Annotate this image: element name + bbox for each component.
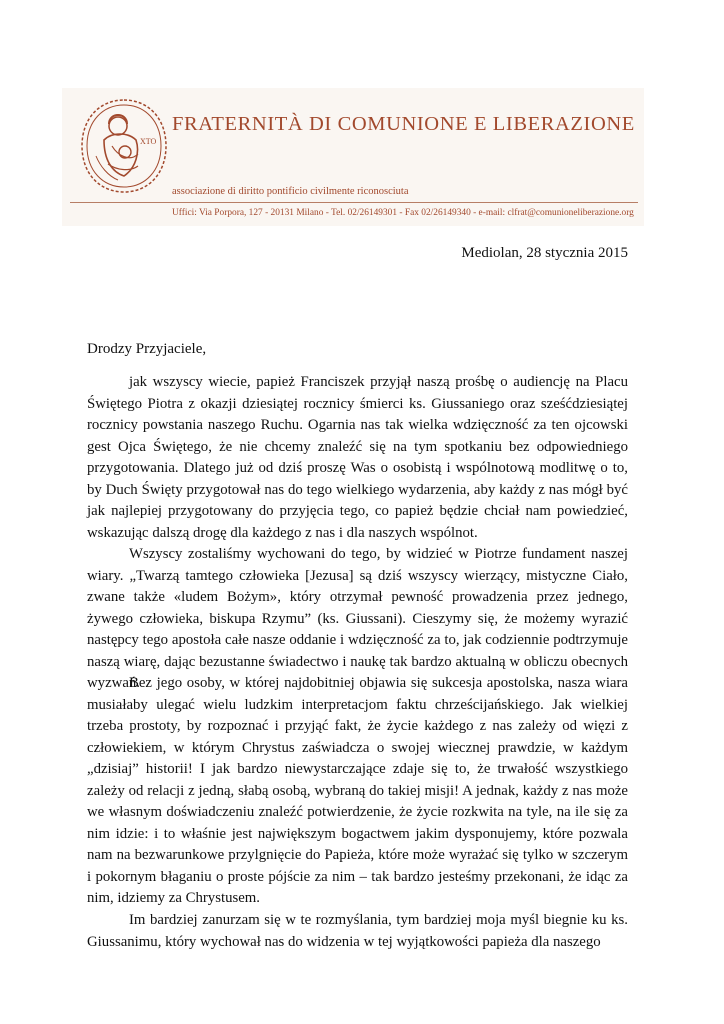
organization-name: FRATERNITÀ DI COMUNIONE E LIBERAZIONE xyxy=(172,113,635,135)
letter-paragraph: Wszyscy zostaliśmy wychowani do tego, by widzieć w Piotrze fundament naszej wiary. „Twarzą tamtego człowieka [Jezusa] są dziś wszyscy wierzący, mistyczne Ciało, zwane także «ludem Bożym», który otrzymał pewność prowadzenia przez jednego, żywego człowieka, biskupa Rzymu” (ks. Giussani). Cieszymy się, że możemy wyrazić następcy tego apostoła całe nasze oddanie i wdzięczność za to, jak codziennie podtrzymuje naszą wiarę, dając bezustanne świadectwo i naukę tak bardzo aktualną w obliczu obecnych wyzwań. xyxy=(87,546,628,691)
letter-salutation: Drodzy Przyjaciele, xyxy=(87,341,207,357)
letter-paragraph: jak wszyscy wiecie, papież Franciszek przyjął naszą prośbę o audiencję na Placu Świętego Piotra z okazji dziesiątej rocznicy śmierci ks. Giussaniego oraz sześćdziesiątej rocznicy powstania naszego Ruchu. Ogarnia nas tak wielka wdzięczność za ten ojcowski gest Ojca Świętego, że nie chcemy znaleźć się na tym spotkaniu bez odpowiedniego przygotowania. Dlatego już od dziś proszę Was o osobistą i wspólnotową modlitwę o to, by Duch Święty przygotował nas do tego wielkiego wydarzenia, aby każdy z nas mógł być jak najlepiej przygotowany do przyjęcia tego, co papież będzie chciał nam powiedzieć, wskazując dalszą drogę dla każdego z nas i dla naszych wspólnot. xyxy=(87,374,628,541)
letter-paragraph: Bez jego osoby, w której najdobitniej objawia się sukcesja apostolska, nasza wiara musiałaby ulegać wielu ludzkim interpretacjom faktu chrześcijańskiego. Jak wielkiej trzeba prostoty, by rozpoznać i przyjąć fakt, że życie każdego z nas zależy od więzi z człowiekiem, w którym Chrystus zaświadcza o swojej wiecznej prawdzie, w każdym „dzisiaj” historii! I jak bardzo niewystarczające zdaje się to, że trwałość wszystkiego zależy od relacji z jedną, słabą osobą, wybraną do takiej misji! A jednak, każdy z nas może we własnym doświadczeniu znaleźć potwierdzenie, że życie rozkwita na tyle, na ile się za nim idzie: i to właśnie jest największym bogactwem jakim dysponujemy, które pozwala nam na bezwarunkowe przylgnięcie do Papieża, które może wyrażać się tylko w szczerym i pokornym błaganiu o proste pójście za nim – tak bardzo jesteśmy przekonani, że idąc za nim, idziemy za Chrystusem. xyxy=(87,675,628,906)
letter-paragraph: Im bardziej zanurzam się w te rozmyślania, tym bardziej moja myśl biegnie ku ks. Giussanimu, który wychował nas do widzenia w tej wyjątkowości papieża dla naszego xyxy=(87,912,628,950)
contact-info: Uffici: Via Porpora, 127 - 20131 Milano - Tel. 02/26149301 - Fax 02/26149340 - e-mail: clfrat@comunioneliberazione.org xyxy=(172,208,634,218)
fraternity-logo-icon xyxy=(78,96,170,196)
organization-subtitle: associazione di diritto pontificio civilmente riconosciuta xyxy=(172,186,409,197)
letterhead-divider xyxy=(70,202,638,203)
letter-date: Mediolan, 28 stycznia 2015 xyxy=(461,245,628,261)
logo-monogram: XTO xyxy=(140,137,157,146)
